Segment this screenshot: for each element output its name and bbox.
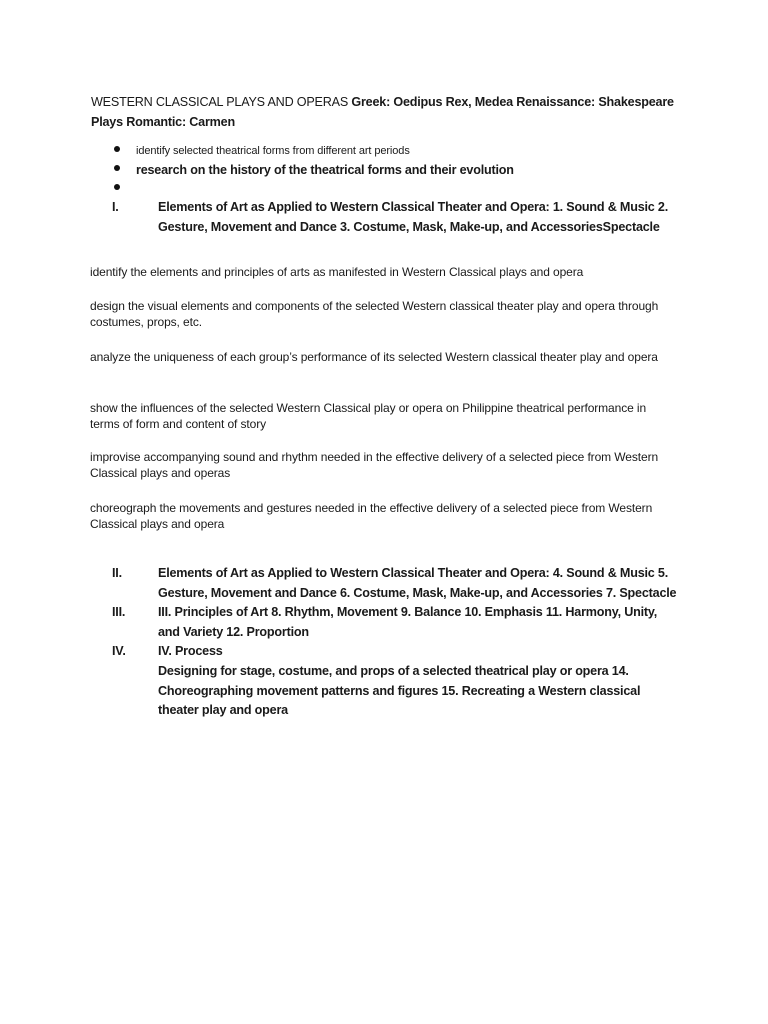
- bullet-item: identify selected theatrical forms from different art periods: [112, 142, 672, 161]
- section-three: [112, 603, 677, 642]
- bullet-dot-icon: [114, 165, 120, 171]
- bullet-dot-icon: [114, 146, 120, 152]
- section-one: [112, 198, 677, 237]
- process-details: [112, 662, 677, 721]
- document-title: [91, 92, 691, 132]
- paragraph-choreograph: choreograph the movements and gestures needed in the effective delivery of a selected piece from Western Classical plays and opera: [90, 501, 653, 531]
- paragraph-elements: identify the elements and principles of arts as manifested in Western Classical plays and opera: [90, 265, 584, 279]
- paragraph-improvise: improvise accompanying sound and rhythm needed in the effective delivery of a selected piece from Western Classical plays and operas: [90, 450, 659, 480]
- section-text: III. Principles of Art 8. Rhythm, Movement 9. Balance 10. Emphasis 11. Harmony, Unity, and Variety 12. Proportion: [158, 605, 658, 639]
- bullet-item: [112, 180, 672, 198]
- section-number: IV.: [112, 644, 126, 659]
- process-text: Designing for stage, costume, and props of a selected theatrical play or opera 14. Choreographing movement patterns and figures 15. Recreating a Western classical theater play and opera: [158, 663, 641, 718]
- paragraph-analyze: analyze the uniqueness of each group’s performance of its selected Western classical theater play and opera: [90, 350, 658, 364]
- section-number: I.: [112, 200, 119, 214]
- section-text: Elements of Art as Applied to Western Classical Theater and Opera: 4. Sound & Music 5. Gesture, Movement and Dance 6. Costume, Mask, Make-up, and Accessories 7. Spectacle: [158, 566, 677, 600]
- section-number: III.: [112, 605, 126, 620]
- paragraph-influences: show the influences of the selected Western Classical play or opera on Philippine theatrical performance in terms of form and content of story: [90, 401, 647, 431]
- section-text: IV. Process: [158, 644, 223, 659]
- objective-bullet-list: [112, 142, 672, 198]
- paragraph-design: design the visual elements and components of the selected Western classical theater play and opera through costumes, props, etc.: [90, 299, 659, 329]
- bullet-dot-icon: [114, 184, 120, 190]
- section-number: II.: [112, 566, 122, 580]
- section-list: [112, 564, 677, 721]
- section-two: [112, 564, 677, 603]
- title-periods: Greek: Oedipus Rex, Medea Renaissance: Shakespeare Plays Romantic: Carmen: [91, 95, 674, 129]
- bullet-item: research on the history of the theatrical forms and their evolution: [112, 161, 672, 180]
- section-four: [112, 642, 677, 662]
- title-lead: WESTERN CLASSICAL PLAYS AND OPERAS: [91, 95, 352, 109]
- section-text: Elements of Art as Applied to Western Classical Theater and Opera: 1. Sound & Music 2. Gesture, Movement and Dance 3. Costume, Mask, Make-up, and AccessoriesSpectacle: [158, 200, 668, 234]
